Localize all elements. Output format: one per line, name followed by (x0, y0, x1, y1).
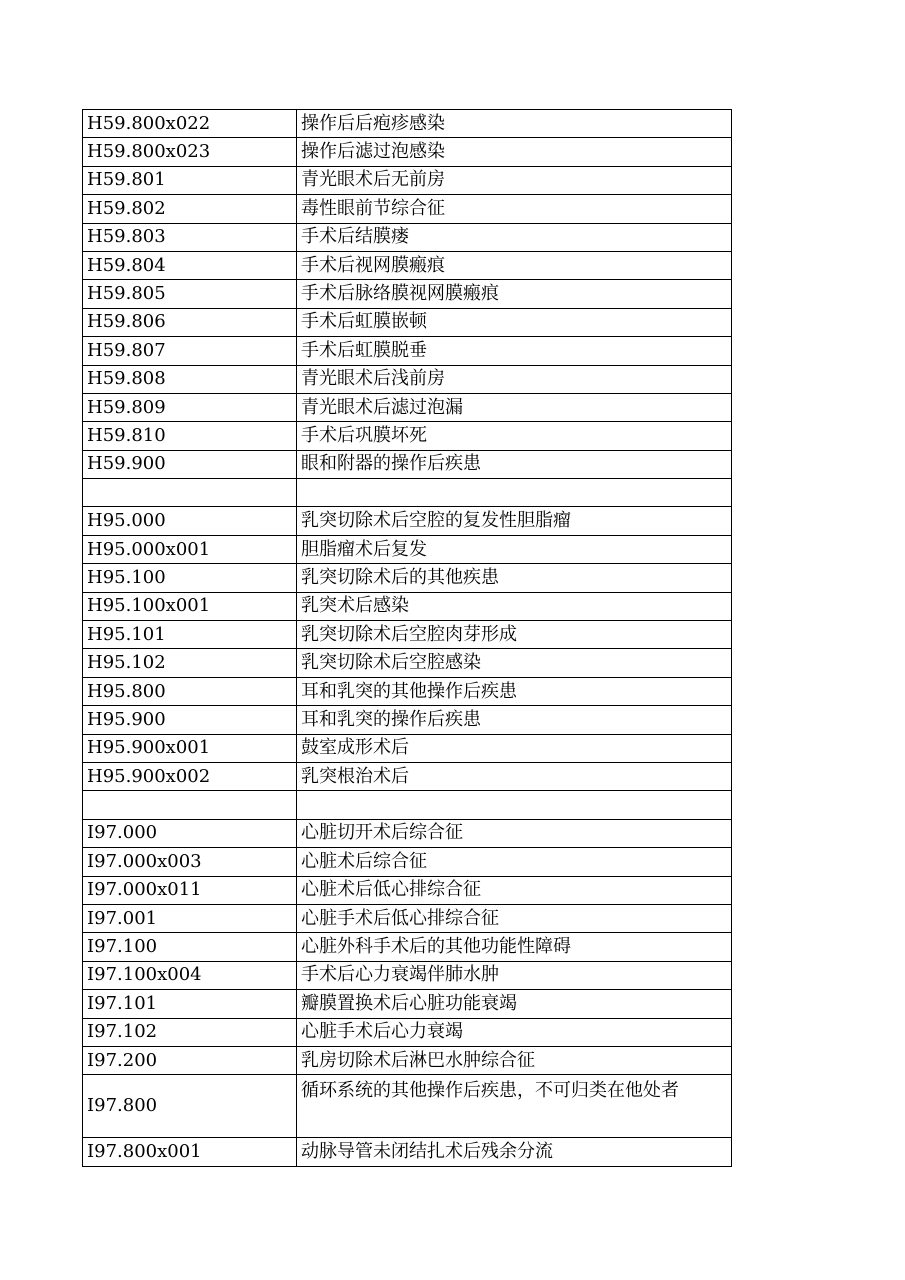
code-cell[interactable]: H59.900 (83, 450, 297, 478)
table-row (83, 621, 732, 649)
name-cell[interactable]: 循环系统的其他操作后疾患，不可归类在他处者 (297, 1075, 732, 1138)
name-cell[interactable]: 乳突切除术后的其他疾患 (297, 564, 732, 592)
code-cell[interactable]: I97.200 (83, 1046, 297, 1074)
diagnosis-code-table (82, 109, 732, 1167)
code-cell[interactable]: H59.804 (83, 251, 297, 279)
code-cell[interactable]: I97.000x011 (83, 876, 297, 904)
code-cell[interactable]: H59.807 (83, 337, 297, 365)
code-cell[interactable]: I97.101 (83, 990, 297, 1018)
code-cell[interactable] (83, 479, 297, 507)
table-row (83, 507, 732, 535)
name-cell[interactable]: 心脏术后低心排综合征 (297, 876, 732, 904)
code-cell[interactable]: H95.100 (83, 564, 297, 592)
name-cell[interactable] (297, 791, 732, 819)
name-cell[interactable]: 动脉导管未闭结扎术后残余分流 (297, 1138, 732, 1166)
code-cell[interactable]: I97.001 (83, 904, 297, 932)
code-cell[interactable]: H59.808 (83, 365, 297, 393)
table-row (83, 961, 732, 989)
table-row (83, 280, 732, 308)
name-cell[interactable]: 青光眼术后滤过泡漏 (297, 393, 732, 421)
code-cell[interactable]: H95.800 (83, 677, 297, 705)
name-cell[interactable]: 手术后虹膜嵌顿 (297, 308, 732, 336)
code-cell[interactable]: H59.809 (83, 393, 297, 421)
name-cell[interactable]: 操作后后疱疹感染 (297, 110, 732, 138)
code-cell[interactable]: H95.900x002 (83, 762, 297, 790)
table-row (83, 734, 732, 762)
table-row (83, 365, 732, 393)
code-cell[interactable]: H59.810 (83, 422, 297, 450)
table-row (83, 535, 732, 563)
name-cell[interactable]: 瓣膜置换术后心脏功能衰竭 (297, 990, 732, 1018)
name-cell[interactable]: 耳和乳突的操作后疾患 (297, 706, 732, 734)
code-cell[interactable] (83, 791, 297, 819)
name-cell[interactable]: 乳突切除术后空腔肉芽形成 (297, 621, 732, 649)
code-cell[interactable]: H95.900 (83, 706, 297, 734)
spreadsheet (82, 109, 731, 1167)
name-cell[interactable]: 手术后视网膜瘢痕 (297, 251, 732, 279)
table-row (83, 138, 732, 166)
table-row (83, 904, 732, 932)
table-row (83, 762, 732, 790)
table-row (83, 990, 732, 1018)
name-cell[interactable]: 心脏外科手术后的其他功能性障碍 (297, 933, 732, 961)
table-row (83, 479, 732, 507)
table-row (83, 337, 732, 365)
table-row (83, 308, 732, 336)
code-cell[interactable]: H59.803 (83, 223, 297, 251)
code-cell[interactable]: H95.000 (83, 507, 297, 535)
name-cell[interactable]: 鼓室成形术后 (297, 734, 732, 762)
table-row (83, 848, 732, 876)
name-cell[interactable]: 手术后巩膜坏死 (297, 422, 732, 450)
code-cell[interactable]: H59.805 (83, 280, 297, 308)
table-row (83, 677, 732, 705)
table-row (83, 1075, 732, 1138)
code-cell[interactable]: I97.100x004 (83, 961, 297, 989)
name-cell[interactable]: 乳房切除术后淋巴水肿综合征 (297, 1046, 732, 1074)
code-cell[interactable]: I97.100 (83, 933, 297, 961)
table-row (83, 1018, 732, 1046)
code-cell[interactable]: H95.100x001 (83, 592, 297, 620)
table-row (83, 791, 732, 819)
name-cell[interactable]: 胆脂瘤术后复发 (297, 535, 732, 563)
code-cell[interactable]: H59.801 (83, 166, 297, 194)
code-cell[interactable]: H95.102 (83, 649, 297, 677)
table-row (83, 933, 732, 961)
table-row (83, 223, 732, 251)
name-cell[interactable]: 手术后脉络膜视网膜瘢痕 (297, 280, 732, 308)
table-row (83, 393, 732, 421)
code-cell[interactable]: H59.806 (83, 308, 297, 336)
table-row (83, 1138, 732, 1166)
name-cell[interactable]: 乳突切除术后空腔感染 (297, 649, 732, 677)
name-cell[interactable]: 心脏手术后心力衰竭 (297, 1018, 732, 1046)
name-cell[interactable]: 手术后心力衰竭伴肺水肿 (297, 961, 732, 989)
code-cell[interactable]: I97.000x003 (83, 848, 297, 876)
code-cell[interactable]: H95.000x001 (83, 535, 297, 563)
name-cell[interactable]: 毒性眼前节综合征 (297, 195, 732, 223)
table-row (83, 819, 732, 847)
name-cell[interactable] (297, 479, 732, 507)
name-cell[interactable]: 青光眼术后浅前房 (297, 365, 732, 393)
code-cell[interactable]: I97.000 (83, 819, 297, 847)
name-cell[interactable]: 心脏切开术后综合征 (297, 819, 732, 847)
table-row (83, 251, 732, 279)
name-cell[interactable]: 眼和附器的操作后疾患 (297, 450, 732, 478)
code-cell[interactable]: H59.800x023 (83, 138, 297, 166)
code-cell[interactable]: I97.102 (83, 1018, 297, 1046)
code-cell[interactable]: H95.101 (83, 621, 297, 649)
table-row (83, 1046, 732, 1074)
name-cell[interactable]: 乳突根治术后 (297, 762, 732, 790)
code-cell[interactable]: H59.800x022 (83, 110, 297, 138)
name-cell[interactable]: 青光眼术后无前房 (297, 166, 732, 194)
table-row (83, 564, 732, 592)
table-row (83, 422, 732, 450)
table-row (83, 649, 732, 677)
name-cell[interactable]: 心脏手术后低心排综合征 (297, 904, 732, 932)
name-cell[interactable]: 乳突切除术后空腔的复发性胆脂瘤 (297, 507, 732, 535)
table-row (83, 110, 732, 138)
table-row (83, 195, 732, 223)
table-row (83, 876, 732, 904)
code-cell[interactable]: H95.900x001 (83, 734, 297, 762)
name-cell[interactable]: 耳和乳突的其他操作后疾患 (297, 677, 732, 705)
table-row (83, 166, 732, 194)
name-cell[interactable]: 手术后结膜瘘 (297, 223, 732, 251)
code-cell[interactable]: H59.802 (83, 195, 297, 223)
table-row (83, 706, 732, 734)
name-cell[interactable]: 乳突术后感染 (297, 592, 732, 620)
table-row (83, 450, 732, 478)
name-cell[interactable]: 心脏术后综合征 (297, 848, 732, 876)
name-cell[interactable]: 手术后虹膜脱垂 (297, 337, 732, 365)
code-cell[interactable]: I97.800x001 (83, 1138, 297, 1166)
table-row (83, 592, 732, 620)
code-cell[interactable]: I97.800 (83, 1075, 297, 1138)
name-cell[interactable]: 操作后滤过泡感染 (297, 138, 732, 166)
table-body (83, 110, 732, 1167)
